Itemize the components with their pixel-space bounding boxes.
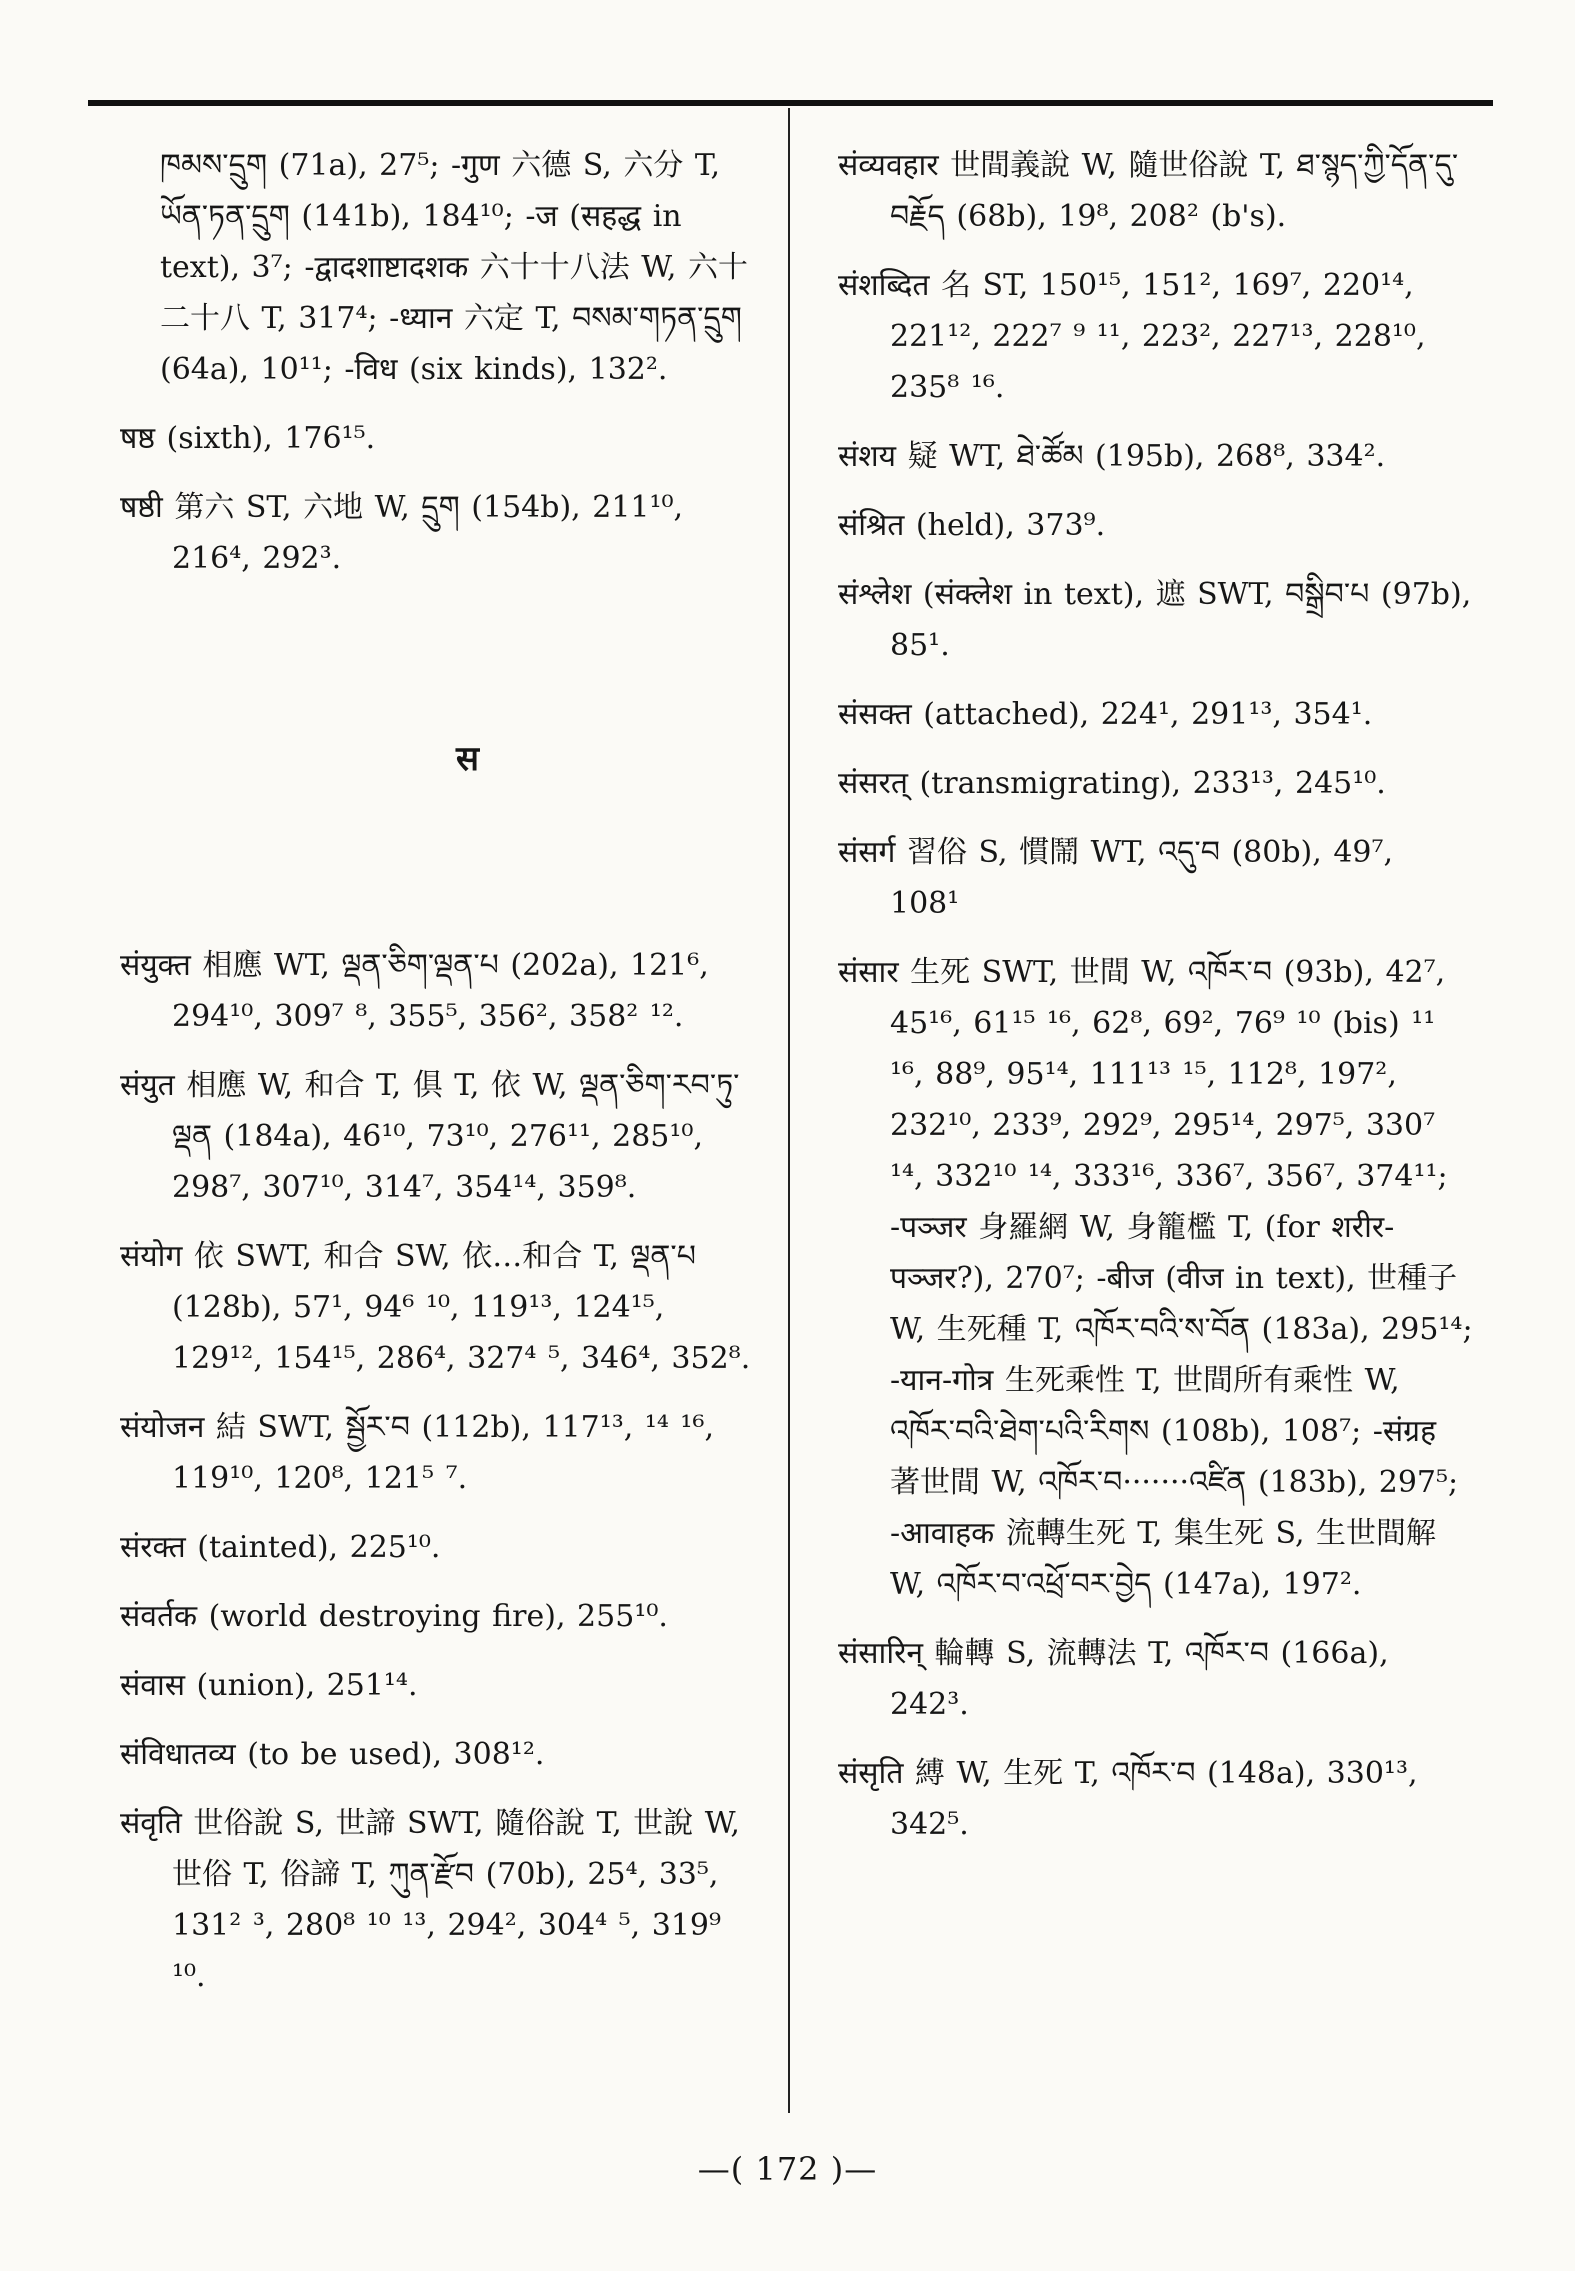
dictionary-entry: संसर्ग 習俗 S, 慣鬧 WT, འདུ་བ (80b), 49⁷, 108¹: [838, 835, 1394, 921]
dictionary-entry: संश्रित (held), 373⁹.: [838, 508, 1106, 543]
dictionary-entry: संव्यवहार 世間義說 W, 隨世俗說 T, ཐ་སྙད་ཀྱི་དོན་དུ་བརྗོད (68b), 19⁸, 208² (b's).: [838, 148, 1459, 234]
dictionary-entry: संसरत् (transmigrating), 233¹³, 245¹⁰.: [838, 766, 1386, 801]
dictionary-entry: संश्लेश (संक्लेश in text), 遮 SWT, བསྒྲིབ་པ (97b), 85¹.: [838, 577, 1472, 663]
dictionary-entry: संशय 疑 WT, ཐེ་ཚོམ (195b), 268⁸, 334².: [838, 439, 1386, 474]
section-heading: स: [456, 739, 479, 779]
dictionary-entry: संसक्त (attached), 224¹, 291¹³, 354¹.: [838, 697, 1373, 732]
dictionary-entry: संरक्त (tainted), 225¹⁰.: [120, 1530, 441, 1565]
dictionary-entry: संसार 生死 SWT, 世間 W, འཁོར་བ (93b), 42⁷, 45¹⁶, 61¹⁵ ¹⁶, 62⁸, 69², 76⁹ ¹⁰ (bis) ¹¹ ¹⁶, 88⁹, 95¹⁴, 111¹³ ¹⁵, 112⁸, 197², 232¹⁰, 233⁹, 292⁹, 295¹⁴, 297⁵, 330⁷ ¹⁴, 332¹⁰ ¹⁴, 333¹⁶, 336⁷, 356⁷, 374¹¹; -पञ्जर 身羅網 W, 身籠檻 T, (for शरीर-पञ्जर?), 270⁷; -बीज (वीज in text), 世種子 W, 生死種 T, འཁོར་བའི་ས་བོན (183a), 295¹⁴; -यान-गोत्र 生死乘性 T, 世間所有乘性 W, འཁོར་བའི་ཐེག་པའི་རིགས (108b), 108⁷; -संग्रह 著世間 W, འཁོར་བ·······འཛིན (183b), 297⁵; -आवाहक 流轉生死 T, 集生死 S, 生世間解 W, འཁོར་བ་འཕྲོ་བར་བྱེད (147a), 197².: [838, 955, 1473, 1602]
dictionary-entry: संवर्तक (world destroying fire), 255¹⁰.: [120, 1599, 668, 1634]
dictionary-entry: संविधातव्य (to be used), 308¹².: [120, 1737, 545, 1772]
dictionary-entry: संवास (union), 251¹⁴.: [120, 1668, 418, 1703]
dictionary-entry: संसृति 縛 W, 生死 T, འཁོར་བ (148a), 330¹³, 342⁵.: [838, 1756, 1418, 1842]
dictionary-entry: संयुक्त 相應 WT, ལྡན་ཅིག་ལྡན་པ (202a), 121⁶, 294¹⁰, 309⁷ ⁸, 355⁵, 356², 358² ¹².: [120, 948, 709, 1034]
dictionary-entry: संवृति 世俗說 S, 世諦 SWT, 隨俗說 T, 世說 W, 世俗 T, 俗諦 T, ཀུན་རྫོབ (70b), 25⁴, 33⁵, 131² ³, 280⁸ ¹⁰ ¹³, 294², 304⁴ ⁵, 319⁹ ¹⁰.: [120, 1806, 740, 1994]
top-rule: [88, 100, 1493, 106]
dictionary-entry: संयोग 依 SWT, 和合 SW, 依…和合 T, ལྡན་པ (128b), 57¹, 94⁶ ¹⁰, 119¹³, 124¹⁵, 129¹², 154¹⁵, 286⁴, 327⁴ ⁵, 346⁴, 352⁸.: [120, 1239, 751, 1376]
dictionary-entry: संशब्दित 名 ST, 150¹⁵, 151², 169⁷, 220¹⁴, 221¹², 222⁷ ⁹ ¹¹, 223², 227¹³, 228¹⁰, 235⁸ ¹⁶.: [838, 268, 1426, 405]
page-number: —( 172 )—: [697, 2150, 878, 2188]
dictionary-entry: षष्ठ (sixth), 176¹⁵.: [120, 421, 376, 456]
column-divider: [788, 108, 790, 2113]
dictionary-entry: संसारिन् 輪轉 S, 流轉法 T, འཁོར་བ (166a), 242³.: [838, 1636, 1389, 1722]
dictionary-entry: षष्ठी 第六 ST, 六地 W, དྲུག (154b), 211¹⁰, 216⁴, 292³.: [120, 490, 684, 576]
right-column: [838, 140, 1473, 1868]
dictionary-entry: संयोजन 結 SWT, སྦྱོར་བ (112b), 117¹³, ¹⁴ ¹⁶, 119¹⁰, 120⁸, 121⁵ ⁷.: [120, 1410, 715, 1496]
left-column: [120, 140, 755, 2020]
dictionary-entry: संयुत 相應 W, 和合 T, 俱 T, 依 W, ལྡན་ཅིག་རབ་ཏུ་ལྡན (184a), 46¹⁰, 73¹⁰, 276¹¹, 285¹⁰, 298⁷, 307¹⁰, 314⁷, 354¹⁴, 359⁸.: [120, 1068, 740, 1205]
dictionary-entry: ཁམས་དྲུག (71a), 27⁵; -गुण 六德 S, 六分 T, ཡོན་ཏན་དྲུག (141b), 184¹⁰; -ज (सहद्ध in text), 3⁷; -द्वादशाष्टादशक 六十十八法 W, 六十二十八 T, 317⁴; -ध्यान 六定 T, བསམ་གཏན་དྲུག (64a), 10¹¹; -विध (six kinds), 132².: [160, 148, 748, 387]
